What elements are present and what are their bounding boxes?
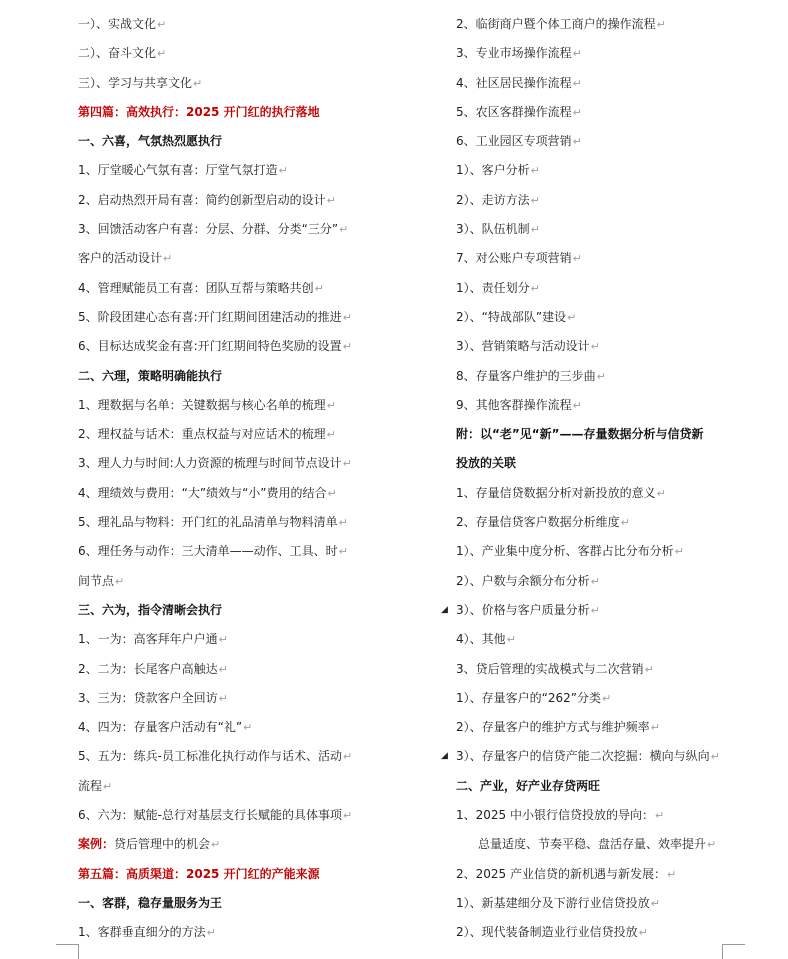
case-prefix: 案例： bbox=[78, 837, 115, 852]
left-line bbox=[78, 362, 448, 391]
line-text: 1、2025 中小银行信贷投放的导向： bbox=[456, 808, 654, 823]
paragraph-mark-icon: ↵ bbox=[707, 838, 717, 852]
line-text: 2、存量信贷客户数据分析维度 bbox=[456, 515, 620, 530]
right-line bbox=[456, 332, 766, 361]
paragraph-mark-icon: ↵ bbox=[572, 76, 582, 90]
right-line bbox=[456, 537, 766, 566]
right-line bbox=[456, 918, 766, 947]
paragraph-mark-icon: ↵ bbox=[115, 574, 125, 588]
left-line bbox=[78, 69, 448, 98]
left-line bbox=[78, 655, 448, 684]
line-text: 2、临街商户暨个体工商户的操作流程 bbox=[456, 17, 656, 31]
line-text: 4、社区居民操作流程 bbox=[456, 75, 572, 90]
left-line bbox=[78, 889, 448, 918]
right-column bbox=[441, 10, 766, 948]
line-text: 1）、存量客户的“262”分类 bbox=[456, 690, 601, 705]
paragraph-mark-icon: ↵ bbox=[326, 398, 336, 412]
paragraph-mark-icon: ↵ bbox=[326, 428, 336, 442]
paragraph-mark-icon: ↵ bbox=[530, 281, 540, 295]
line-text: 二、六理，策略明确能执行 bbox=[78, 368, 223, 383]
line-text: 6、理任务与动作：三大清单——动作、工具、时 bbox=[78, 544, 338, 559]
line-text: 1）、责任划分 bbox=[456, 280, 530, 295]
line-text: 1、客群垂直细分的方法 bbox=[78, 925, 206, 940]
right-line bbox=[456, 391, 766, 420]
paragraph-mark-icon: ↵ bbox=[206, 926, 216, 940]
paragraph-mark-icon: ↵ bbox=[601, 691, 612, 705]
right-line bbox=[456, 156, 766, 185]
line-text: 4、四为：存量客户活动有“礼” bbox=[78, 720, 243, 735]
right-line bbox=[456, 10, 766, 39]
right-line bbox=[456, 39, 766, 68]
paragraph-mark-icon: ↵ bbox=[655, 809, 665, 823]
left-line bbox=[78, 713, 448, 742]
line-text: 1、厅堂暖心气氛有喜：厅堂气氛打造 bbox=[78, 163, 278, 178]
paragraph-mark-icon: ↵ bbox=[278, 164, 288, 178]
left-line bbox=[78, 918, 448, 947]
line-text: 一、六喜，气氛热烈愿执行 bbox=[78, 134, 223, 149]
right-line bbox=[456, 655, 766, 684]
line-text: 1、一为：高客拜年户户通 bbox=[78, 632, 218, 647]
paragraph-mark-icon: ↵ bbox=[530, 164, 540, 178]
collapse-triangle-icon[interactable]: ◢ bbox=[441, 604, 448, 615]
right-line bbox=[456, 274, 766, 303]
right-line bbox=[456, 801, 766, 830]
collapse-triangle-icon[interactable]: ◢ bbox=[441, 751, 448, 762]
left-line bbox=[78, 186, 448, 215]
paragraph-mark-icon: ↵ bbox=[572, 398, 582, 412]
paragraph-mark-icon: ↵ bbox=[218, 633, 228, 647]
paragraph-mark-icon: ↵ bbox=[506, 633, 516, 647]
left-line bbox=[78, 420, 448, 449]
paragraph-mark-icon: ↵ bbox=[342, 340, 352, 354]
paragraph-mark-icon: ↵ bbox=[326, 193, 336, 207]
paragraph-mark-icon: ↵ bbox=[572, 105, 582, 119]
line-text: 客户的活动设计 bbox=[78, 251, 163, 266]
right-line bbox=[456, 420, 766, 449]
line-text: 5、理礼品与物料：开门红的礼品清单与物料清单 bbox=[78, 515, 338, 530]
paragraph-mark-icon: ↵ bbox=[590, 340, 600, 354]
line-text: 间节点 bbox=[78, 573, 115, 588]
paragraph-mark-icon: ↵ bbox=[157, 18, 167, 31]
right-line bbox=[456, 303, 766, 332]
paragraph-mark-icon: ↵ bbox=[620, 516, 630, 530]
line-text: 二）、奋斗文化 bbox=[78, 46, 157, 61]
left-line bbox=[78, 449, 448, 478]
left-column bbox=[78, 10, 448, 948]
line-text: 8、存量客户维护的三步曲 bbox=[456, 368, 596, 383]
paragraph-mark-icon: ↵ bbox=[218, 691, 228, 705]
paragraph-mark-icon: ↵ bbox=[638, 926, 648, 940]
line-text: 2）、现代装备制造业行业信贷投放 bbox=[456, 925, 638, 940]
line-text: 5、五为：练兵-员工标准化执行动作与话术、活动 bbox=[78, 749, 342, 764]
paragraph-mark-icon: ↵ bbox=[650, 896, 660, 910]
left-line bbox=[78, 742, 448, 771]
page-corner-mark-right bbox=[722, 944, 745, 959]
right-line bbox=[456, 772, 766, 801]
paragraph-mark-icon: ↵ bbox=[596, 369, 606, 383]
page-corner-mark-left bbox=[56, 944, 79, 959]
line-text: 贷后管理中的机会 bbox=[114, 837, 211, 852]
line-text: 3、回馈活动客户有喜：分层、分群、分类“三分” bbox=[78, 222, 339, 237]
right-line bbox=[456, 567, 766, 596]
right-line bbox=[456, 508, 766, 537]
line-text: 4、理绩效与费用：“大”绩效与“小”费用的结合 bbox=[78, 485, 327, 500]
right-line bbox=[456, 127, 766, 156]
line-text: 6、六为：赋能-总行对基层支行长赋能的具体事项 bbox=[78, 808, 342, 823]
line-text: 3、理人力与时间:人力资源的梳理与时间节点设计 bbox=[78, 456, 342, 471]
left-line bbox=[78, 39, 448, 68]
left-line bbox=[78, 479, 448, 508]
line-text: 2、理权益与话术：重点权益与对应话术的梳理 bbox=[78, 427, 326, 442]
line-text: 3）、队伍机制 bbox=[456, 222, 530, 237]
line-text: 4）、其他 bbox=[456, 632, 506, 647]
left-line bbox=[78, 244, 448, 273]
line-text: 1）、产业集中度分析、客群占比分布分析 bbox=[456, 544, 674, 559]
line-text: 流程 bbox=[78, 778, 103, 793]
right-line bbox=[456, 69, 766, 98]
paragraph-mark-icon: ↵ bbox=[572, 47, 582, 61]
line-text: 1）、客户分析 bbox=[456, 163, 530, 178]
left-line bbox=[78, 156, 448, 185]
paragraph-mark-icon: ↵ bbox=[590, 603, 600, 617]
paragraph-mark-icon: ↵ bbox=[342, 310, 352, 324]
right-line bbox=[456, 449, 766, 478]
paragraph-mark-icon: ↵ bbox=[103, 779, 113, 793]
paragraph-mark-icon: ↵ bbox=[674, 545, 684, 559]
line-text: 1、存量信贷数据分析对新投放的意义 bbox=[456, 485, 656, 500]
paragraph-mark-icon: ↵ bbox=[218, 662, 228, 676]
paragraph-mark-icon: ↵ bbox=[656, 18, 666, 31]
line-text: 2）、走访方法 bbox=[456, 192, 530, 207]
paragraph-mark-icon: ↵ bbox=[327, 486, 337, 500]
right-line bbox=[456, 479, 766, 508]
line-text: 第五篇：高质渠道：2025 开门红的产能来源 bbox=[78, 866, 320, 881]
line-text: 二、产业，好产业存贷两旺 bbox=[456, 778, 601, 793]
paragraph-mark-icon: ↵ bbox=[339, 223, 349, 237]
paragraph-mark-icon: ↵ bbox=[567, 310, 577, 324]
line-text: 1、理数据与名单：关键数据与核心名单的梳理 bbox=[78, 397, 326, 412]
left-line bbox=[78, 127, 448, 156]
right-line bbox=[456, 362, 766, 391]
line-text: 三、六为，指令清晰会执行 bbox=[78, 602, 223, 617]
paragraph-mark-icon: ↵ bbox=[644, 662, 654, 676]
left-line bbox=[78, 10, 448, 39]
line-text: 2、2025 产业信贷的新机遇与新发展： bbox=[456, 866, 666, 881]
line-text: 3）、价格与客户质量分析 bbox=[456, 602, 590, 617]
paragraph-mark-icon: ↵ bbox=[314, 281, 324, 295]
left-line bbox=[78, 596, 448, 625]
line-text: 5、农区客群操作流程 bbox=[456, 104, 572, 119]
paragraph-mark-icon: ↵ bbox=[572, 252, 582, 266]
left-line bbox=[78, 684, 448, 713]
left-line bbox=[78, 274, 448, 303]
paragraph-mark-icon: ↵ bbox=[667, 867, 677, 881]
line-text: 3）、营销策略与活动设计 bbox=[456, 339, 590, 354]
right-line bbox=[456, 215, 766, 244]
right-line bbox=[456, 186, 766, 215]
line-text: 总量适度、节奏平稳、盘活存量、效率提升 bbox=[478, 837, 707, 852]
right-line bbox=[456, 625, 766, 654]
line-text: 9、其他客群操作流程 bbox=[456, 397, 572, 412]
left-line bbox=[78, 830, 448, 859]
left-line bbox=[78, 567, 448, 596]
paragraph-mark-icon: ↵ bbox=[338, 516, 348, 530]
left-line bbox=[78, 391, 448, 420]
paragraph-mark-icon: ↵ bbox=[342, 809, 353, 823]
right-line bbox=[456, 684, 766, 713]
line-text: 附：以“老”见“新”——存量数据分析与信贷新 bbox=[456, 427, 704, 442]
right-line bbox=[441, 742, 766, 771]
right-line bbox=[456, 713, 766, 742]
line-text: 3、三为：贷款客户全回访 bbox=[78, 690, 218, 705]
paragraph-mark-icon: ↵ bbox=[211, 838, 221, 852]
paragraph-mark-icon: ↵ bbox=[710, 750, 720, 764]
line-text: 一）、实战文化 bbox=[78, 17, 157, 31]
left-line bbox=[78, 625, 448, 654]
paragraph-mark-icon: ↵ bbox=[157, 47, 167, 61]
left-line bbox=[78, 215, 448, 244]
paragraph-mark-icon: ↵ bbox=[243, 721, 253, 735]
paragraph-mark-icon: ↵ bbox=[650, 721, 660, 735]
line-text: 5、阶段团建心态有喜:开门红期间团建活动的推进 bbox=[78, 309, 342, 324]
line-text: 6、目标达成奖金有喜:开门红期间特色奖励的设置 bbox=[78, 339, 342, 354]
left-line bbox=[78, 537, 448, 566]
left-line bbox=[78, 303, 448, 332]
line-text: 3、专业市场操作流程 bbox=[456, 46, 572, 61]
paragraph-mark-icon: ↵ bbox=[530, 193, 540, 207]
left-line bbox=[78, 508, 448, 537]
line-text: 第四篇：高效执行：2025 开门红的执行落地 bbox=[78, 104, 320, 119]
paragraph-mark-icon: ↵ bbox=[572, 135, 582, 149]
right-line bbox=[456, 830, 766, 859]
line-text: 3）、存量客户的信贷产能二次挖掘：横向与纵向 bbox=[456, 749, 710, 764]
right-line bbox=[456, 860, 766, 889]
line-text: 2）、户数与余额分布分析 bbox=[456, 573, 590, 588]
line-text: 3、贷后管理的实战模式与二次营销 bbox=[456, 661, 644, 676]
left-line bbox=[78, 332, 448, 361]
line-text: 2、二为：长尾客户高触达 bbox=[78, 661, 218, 676]
left-line bbox=[78, 98, 448, 127]
line-text: 三）、学习与共享文化 bbox=[78, 75, 193, 90]
paragraph-mark-icon: ↵ bbox=[342, 457, 352, 471]
paragraph-mark-icon: ↵ bbox=[530, 223, 540, 237]
paragraph-mark-icon: ↵ bbox=[193, 76, 203, 90]
left-line bbox=[78, 860, 448, 889]
paragraph-mark-icon: ↵ bbox=[590, 574, 600, 588]
paragraph-mark-icon: ↵ bbox=[338, 545, 348, 559]
line-text: 投放的关联 bbox=[456, 456, 517, 471]
right-line bbox=[456, 244, 766, 273]
line-text: 6、工业园区专项营销 bbox=[456, 134, 572, 149]
paragraph-mark-icon: ↵ bbox=[342, 750, 353, 764]
line-text: 一、客群，稳存量服务为王 bbox=[78, 895, 223, 910]
line-text: 2）、“特战部队”建设 bbox=[456, 309, 567, 324]
line-text: 4、管理赋能员工有喜：团队互帮与策略共创 bbox=[78, 280, 314, 295]
right-line bbox=[456, 98, 766, 127]
paragraph-mark-icon: ↵ bbox=[656, 486, 666, 500]
line-text: 2、启动热烈开局有喜：简约创新型启动的设计 bbox=[78, 192, 326, 207]
line-text: 2）、存量客户的维护方式与维护频率 bbox=[456, 720, 650, 735]
line-text: 1）、新基建细分及下游行业信贷投放 bbox=[456, 895, 650, 910]
line-text: 7、对公账户专项营销 bbox=[456, 251, 572, 266]
right-line bbox=[441, 596, 766, 625]
left-line bbox=[78, 772, 448, 801]
left-line bbox=[78, 801, 448, 830]
paragraph-mark-icon: ↵ bbox=[163, 252, 173, 266]
right-line bbox=[456, 889, 766, 918]
